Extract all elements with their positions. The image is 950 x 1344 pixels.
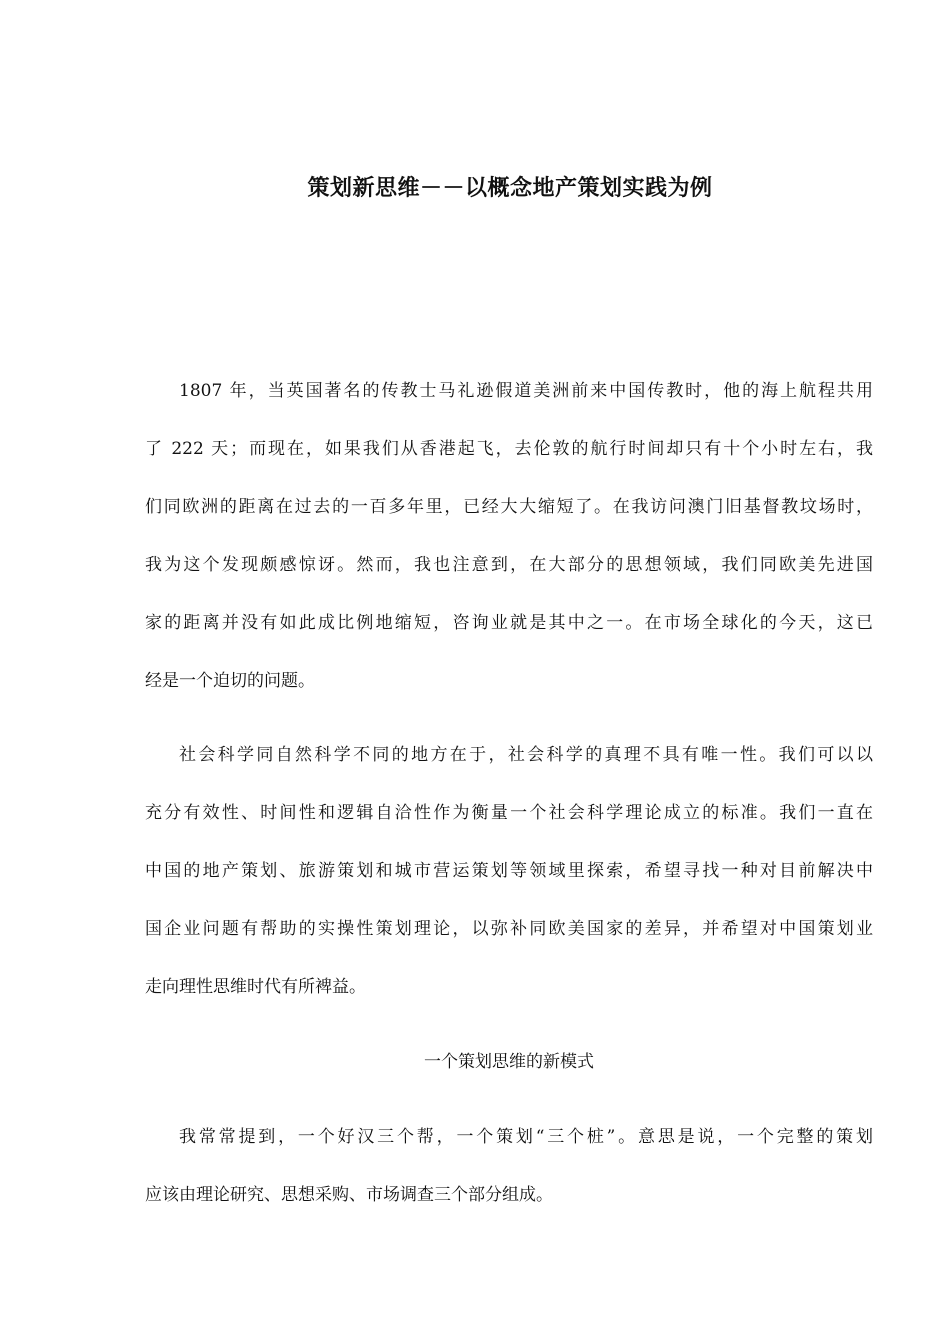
paragraph-line: 了 222 天；而现在，如果我们从香港起飞，去伦敦的航行时间却只有十个小时左右，我: [145, 439, 873, 459]
paragraph-2: [145, 726, 873, 1016]
paragraph-line: 中国的地产策划、旅游策划和城市营运策划等领域里探索，希望寻找一种对目前解决中: [145, 861, 873, 881]
paragraph-line: 经是一个迫切的问题。: [145, 671, 315, 691]
paragraph-1: [145, 362, 873, 710]
paragraph-line: 社会科学同自然科学不同的地方在于，社会科学的真理不具有唯一性。我们可以以: [179, 745, 873, 765]
paragraph-line: 充分有效性、时间性和逻辑自洽性作为衡量一个社会科学理论成立的标准。我们一直在: [145, 803, 873, 823]
paragraph-line: 国企业问题有帮助的实操性策划理论，以弥补同欧美国家的差异，并希望对中国策划业: [145, 919, 873, 939]
paragraph-line: 家的距离并没有如此成比例地缩短，咨询业就是其中之一。在市场全球化的今天，这已: [145, 613, 873, 633]
paragraph-line: 我为这个发现颇感惊讶。然而，我也注意到，在大部分的思想领域，我们同欧美先进国: [145, 555, 873, 575]
paragraph-line: 应该由理论研究、思想采购、市场调查三个部分组成。: [145, 1185, 553, 1205]
document-title: 策划新思维－－以概念地产策划实践为例: [307, 175, 713, 201]
paragraph-line: 走向理性思维时代有所裨益。: [145, 977, 366, 997]
paragraph-line: 们同欧洲的距离在过去的一百多年里，已经大大缩短了。在我访问澳门旧基督教坟场时，: [145, 497, 873, 517]
paragraph-line: 1807 年，当英国著名的传教士马礼逊假道美洲前来中国传教时，他的海上航程共用: [179, 381, 873, 401]
paragraph-line: 我常常提到，一个好汉三个帮，一个策划“三个桩”。意思是说，一个完整的策划: [179, 1127, 873, 1147]
paragraph-3: [145, 1108, 873, 1224]
section-subheading: 一个策划思维的新模式: [424, 1052, 594, 1072]
